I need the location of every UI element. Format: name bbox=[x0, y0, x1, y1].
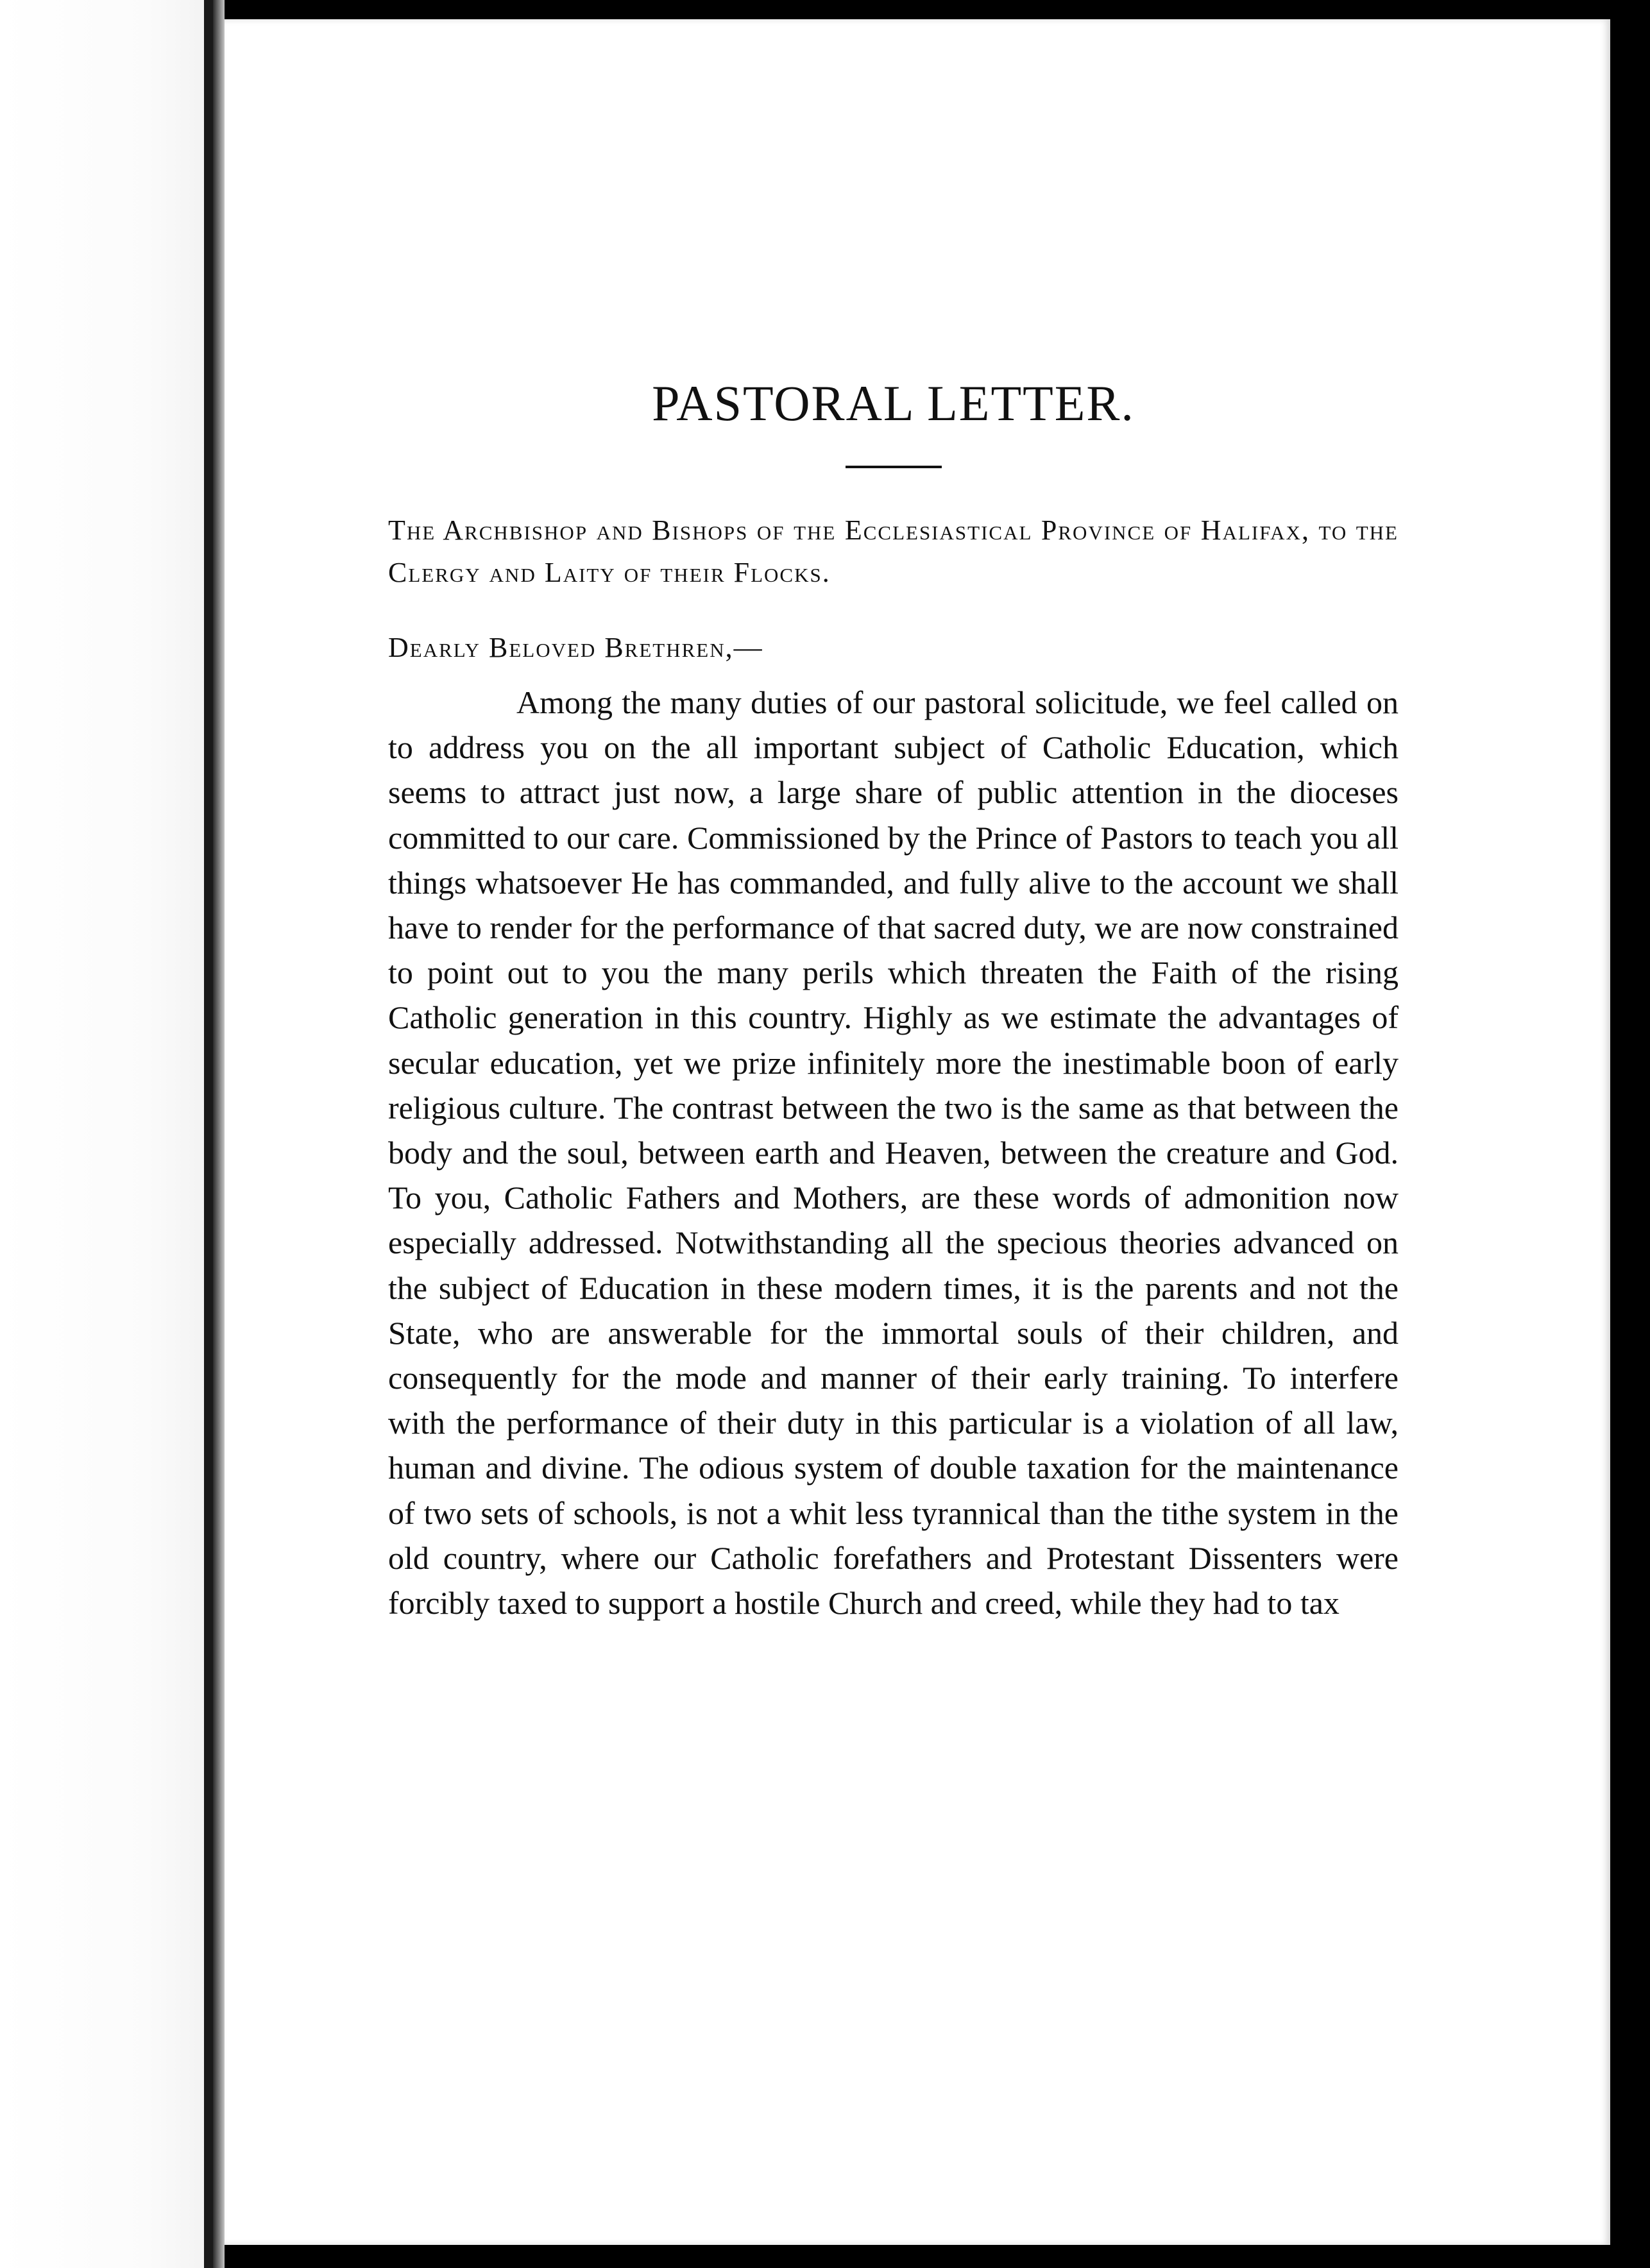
title-rule bbox=[846, 466, 942, 468]
document-page bbox=[225, 19, 1610, 2245]
top-scan-border bbox=[225, 0, 1650, 19]
page-title: PASTORAL LETTER. bbox=[652, 375, 1135, 431]
previous-page-border bbox=[204, 0, 213, 2268]
address-heading: The Archbishop and Bishops of the Ecclesiastical Province of Halifax, to the Clergy and Laity of their Flocks. bbox=[388, 514, 1399, 588]
body-paragraph: Among the many duties of our pastoral solicitude, we feel called on to address you on the all important subject of Catholic Education, which seems to attract just now, a large share of public attention in the dioceses committed to our care. Commissioned by the Prince of Pastors to teach you all things whatsoever He has commanded, and fully alive to the account we shall have to render for the performance of that sacred duty, we are now constrained to point out to you the many perils which threaten the Faith of the rising Catholic generation in this country. Highly as we estimate the advantages of secular education, yet we prize infinitely more the inestimable boon of early religious culture. The contrast between the two is the same as that between the body and the soul, between earth and Heaven, between the creature and God. To you, Catholic Fathers and Mothers, are these words of admonition now especially addressed. Notwithstanding all the specious theories advanced on the subject of Education in these modern times, it is the parents and not the State, who are answerable for the immortal souls of their children, and consequently for the mode and manner of their early training. To interfere with the performance of their duty in this particular is a violation of all law, human and divine. The odious system of double taxation for the maintenance of two sets of schools, is not a whit less tyrannical than the tithe system in the old country, where our Catholic forefathers and Protestant Dissenters were forcibly taxed to support a hostile Church and creed, while they had to tax bbox=[388, 684, 1399, 1621]
bottom-scan-border bbox=[225, 2245, 1650, 2268]
previous-page-edge bbox=[0, 0, 213, 2268]
salutation: Dearly Beloved Brethren,— bbox=[388, 632, 763, 663]
page-content bbox=[388, 375, 1399, 1625]
right-scan-border bbox=[1610, 19, 1650, 2245]
